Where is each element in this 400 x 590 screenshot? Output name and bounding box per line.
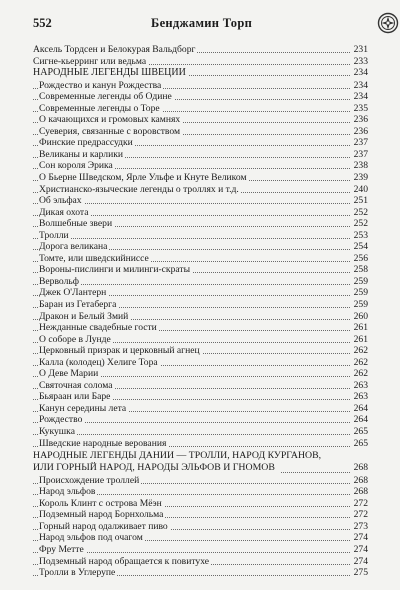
toc-entry [33,287,368,299]
toc-entry-page: 268 [353,486,368,498]
toc-entry-page: 234 [353,91,368,103]
toc-entry [33,276,368,288]
toc-entry [33,56,368,68]
toc-entry [33,207,368,219]
toc-entry-title: О Бьерне Шведском, Ярле Ульфе и Кнуте Великом [39,171,247,183]
toc-entry-page: 253 [353,229,368,241]
toc-entry-page: 265 [353,437,368,449]
toc-entry-title: Подземный народ обращается к повитухе [39,555,210,567]
toc-entry [33,380,368,392]
page-number: 552 [33,16,52,30]
section-heading-sweden [33,67,368,80]
toc-entry-title: Народ эльфов под очагом [39,532,143,544]
toc-entry-title: О качающихся и громовых камнях [39,114,181,126]
toc-entry [33,486,368,498]
toc-entry [33,567,368,579]
toc-entry [33,556,368,568]
toc-entry [33,184,368,196]
toc-entry-page: 252 [353,206,368,218]
toc-entry-title: Канун середины лета [39,402,127,414]
toc-entry-page: 261 [353,322,368,334]
toc-entry [33,195,368,207]
toc-entry-title: Король Клинт с острова Мёэн [39,497,162,509]
toc-entry-page: 259 [353,275,368,287]
toc-entry-title: Происхождение троллей [39,474,140,486]
toc-entry-title: Святочная солома [39,379,113,391]
toc-entry-title: Народ эльфов [39,486,96,498]
dot-leader [281,472,350,473]
toc-entry-title: Дракон и Белый Змий [39,310,129,322]
toc-entry-title: Вервольф [39,275,79,287]
page-header [33,14,368,36]
toc-entry-title: Суеверия, связанные с воровством [39,125,181,137]
toc-entry [33,264,368,276]
section-title-line-2: ИЛИ ГОРНЫЙ НАРОД, НАРОДЫ ЭЛЬФОВ И ГНОМОВ [33,462,275,474]
dot-leader [33,434,350,435]
toc-entry [33,544,368,556]
toc-entry-title: Калла (колодец) Хелиге Тора [39,356,158,368]
toc-entry-page: 238 [353,160,368,172]
toc-entry [33,114,368,126]
toc-entry [33,160,368,172]
toc-entry-page: 236 [353,125,368,137]
toc-entry [33,230,368,242]
toc-entry-page: 274 [353,532,368,544]
toc-entry [33,426,368,438]
toc-entry-page: 272 [353,497,368,509]
toc-entry-page: 260 [353,310,368,322]
toc-entry-title: Сигне-кьерринг или ведьма [33,55,147,67]
toc-entry-page: 251 [353,195,368,207]
toc-entry-page: 263 [353,391,368,403]
toc-entry-page: 240 [353,183,368,195]
toc-entry-page: 264 [353,414,368,426]
toc-entry [33,403,368,415]
toc-entry-title: Бьяраан или Баре [39,391,111,403]
toc-entry [33,241,368,253]
toc-entry-page: 261 [353,333,368,345]
running-head: Бенджамин Торп [151,16,253,30]
toc-entry-title: Рождество и канун Рождества [39,79,162,91]
toc-entry [33,368,368,380]
toc-entry [33,80,368,92]
toc-entry [33,345,368,357]
toc-entry [33,103,368,115]
toc-entry-title: Томте, или шведскийниссе [39,252,149,264]
toc-entry [33,44,368,56]
toc-entry-page: 273 [353,520,368,532]
toc-entry-title: Об эльфах [39,195,82,207]
section-title: НАРОДНЫЕ ЛЕГЕНДЫ ШВЕЦИИ [33,67,186,79]
toc-entry-title: Джек О'Лантерн [39,287,107,299]
table-of-contents [33,44,368,579]
toc-entry-page: 259 [353,298,368,310]
toc-entry-page: 262 [353,345,368,357]
toc-entry-page: 233 [353,55,368,67]
toc-entry-page: 239 [353,171,368,183]
toc-entry-page: 268 [353,474,368,486]
toc-entry-title: Современные легенды о Торе [39,102,160,114]
toc-entry [33,414,368,426]
toc-entry-title: Сон короля Эрика [39,160,113,172]
toc-entry [33,218,368,230]
section-page: 268 [353,462,368,474]
toc-entry-title: О соборе в Лунде [39,333,111,345]
toc-entry [33,91,368,103]
toc-entry-title: Дикая охота [39,206,89,218]
toc-entry-title: Тролли в Углерупе [39,567,116,579]
toc-entry-title: Фру Метте [39,543,84,555]
toc-entry-page: 254 [353,241,368,253]
toc-entry-page: 274 [353,555,368,567]
toc-entry-title: Церковный призрак и церковный агнец [39,345,200,357]
toc-entry-page: 263 [353,379,368,391]
toc-entry [33,357,368,369]
toc-entry [33,475,368,487]
toc-entry [33,253,368,265]
toc-entry-title: Нежданные свадебные гости [39,322,157,334]
toc-entry-page: 234 [353,79,368,91]
toc-entry-page: 265 [353,426,368,437]
toc-entry-page: 262 [353,356,368,368]
toc-entry-page: 264 [353,402,368,414]
toc-entry [33,126,368,138]
toc-entry-page: 275 [353,567,368,579]
dot-leader [33,238,350,239]
section-title-line-2-row [33,462,368,474]
toc-entry [33,299,368,311]
toc-entry-title: Аксель Тордсен и Белокурая Вальдборг [33,44,196,55]
toc-entry [33,391,368,403]
toc-entry [33,521,368,533]
toc-entry [33,509,368,521]
toc-entry-title: Рождество [39,414,83,426]
toc-entry-title: Баран из Гетаберга [39,298,117,310]
toc-entry-title: Волшебные звери [39,218,113,230]
toc-entry-page: 274 [353,543,368,555]
toc-entry-title: Вороны-пислинги и милинги-скраты [39,264,191,276]
toc-entry-title: Дорога великана [39,241,108,253]
toc-entry [33,149,368,161]
toc-entry-page: 235 [353,102,368,114]
toc-entry [33,334,368,346]
toc-entry-page: 262 [353,368,368,380]
section-title-line-1: НАРОДНЫЕ ЛЕГЕНДЫ ДАНИИ — ТРОЛЛИ, НАРОД КУРГАНОВ, [33,450,322,462]
toc-entry-page: 256 [353,252,368,264]
toc-entry-title: Современные легенды об Одине [39,91,172,103]
toc-entry-page: 272 [353,509,368,521]
toc-entry-title: Христианско-языческие легенды о троллях и т.д. [39,183,239,195]
toc-entry-page: 237 [353,148,368,160]
toc-entry [33,137,368,149]
toc-entry-title: Горный народ одалживает пиво [39,520,168,532]
toc-entry-title: О Деве Марии [39,368,99,380]
ornament-icon [377,12,399,34]
toc-entry [33,311,368,323]
toc-entry [33,172,368,184]
toc-entry-page: 231 [353,44,368,55]
toc-entry-title: Подземный народ Борнхольма [39,509,164,521]
toc-entry-title: Великаны и карлики [39,148,124,160]
toc-entry-page: 236 [353,114,368,126]
toc-entry [33,438,368,450]
toc-entry-page: 237 [353,137,368,149]
section-heading-denmark [33,450,368,475]
toc-entry-page: 252 [353,218,368,230]
toc-entry-title: Тролли [39,229,69,241]
toc-entry [33,322,368,334]
toc-entry [33,498,368,510]
toc-entry-page: 259 [353,287,368,299]
toc-entry-title: Финские предрассудки [39,137,133,149]
toc-entry [33,532,368,544]
toc-entry-title: Кукушка [39,426,75,437]
toc-entry-page: 258 [353,264,368,276]
section-page: 234 [353,67,368,79]
toc-entry-title: Шведские народные верования [39,437,167,449]
